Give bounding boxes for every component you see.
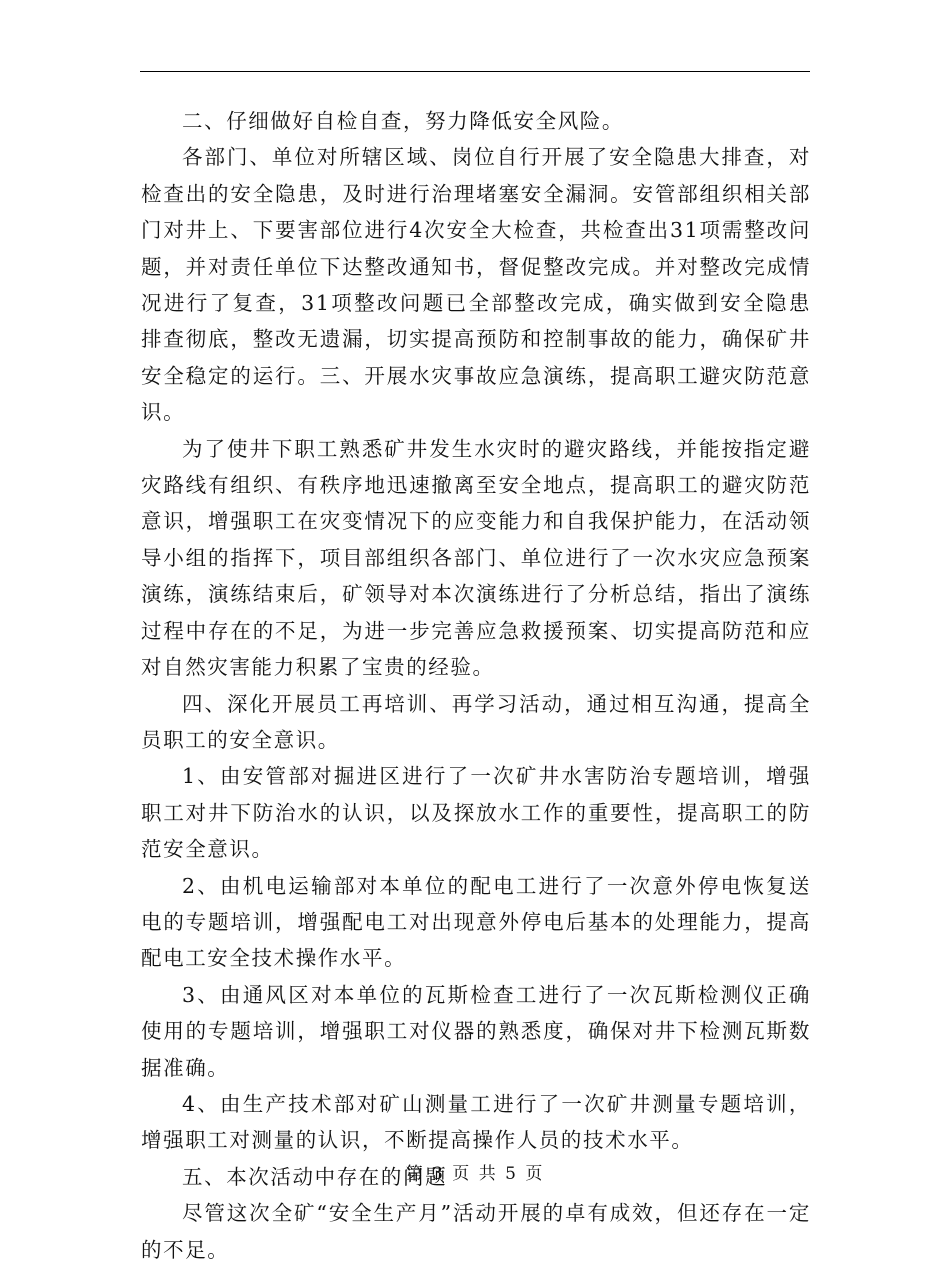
paragraph-flood-drill: 为了使井下职工熟悉矿井发生水灾时的避灾路线，并能按指定避灾路线有组织、有秩序地迅速撤离至安全地点，提高职工的避灾防范意识，增强职工在灾变情况下的应变能力和自我保护能力，在活动领导小组的指挥下，项目部组织各部门、单位进行了一次水灾应急预案演练，演练结束后，矿领导对本次演练进行了分析总结，指出了演练过程中存在的不足，为进一步完善应急救援预案、切实提高防范和应对自然灾害能力积累了宝贵的经验。	[141, 436, 811, 680]
section-heading-4: 四、深化开展员工再培训、再学习活动，通过相互沟通，提高全员职工的安全意识。	[141, 691, 811, 752]
list-item-training-2: 2、由机电运输部对本单位的配电工进行了一次意外停电恢复送电的专题培训，增强配电工对出现意外停电后基本的处理能力，提高配电工安全技术操作水平。	[141, 873, 811, 971]
header-rule	[140, 71, 810, 72]
section-heading-2: 二、仔细做好自检自查，努力降低安全风险。	[182, 109, 624, 133]
list-item-training-1: 1、由安管部对掘进区进行了一次矿井水害防治专题培训，增强职工对井下防治水的认识，以及探放水工作的重要性，提高职工的防范安全意识。	[141, 764, 811, 862]
section-heading-5: 五、本次活动中存在的问题	[182, 1164, 448, 1189]
list-item-training-4: 4、由生产技术部对矿山测量工进行了一次矿井测量专题培训，增强职工对测量的认识，不断提高操作人员的技术水平。	[141, 1091, 811, 1153]
list-item-training-3: 3、由通风区对本单位的瓦斯检查工进行了一次瓦斯检测仪正确使用的专题培训，增强职工对仪器的熟悉度，确保对井下检测瓦斯数据准确。	[141, 982, 811, 1080]
page-number-footer: 第 3 页 共 5 页	[405, 1164, 545, 1184]
paragraph-self-inspection: 各部门、单位对所辖区域、岗位自行开展了安全隐患大排查，对检查出的安全隐患，及时进行治理堵塞安全漏洞。安管部组织相关部门对井上、下要害部位进行4次安全大检查，共检查出31项需整改问题，并对责任单位下达整改通知书，督促整改完成。并对整改完成情况进行了复查，31项整改问题已全部整改完成，确实做到安全隐患排查彻底，整改无遗漏，切实提高预防和控制事故的能力，确保矿井安全稳定的运行。三、开展水灾事故应急演练，提高职工避灾防范意识。	[141, 145, 811, 425]
document-body	[141, 103, 811, 1268]
paragraph-shortcomings: 尽管这次全矿“安全生产月”活动开展的卓有成效，但还存在一定的不足。	[141, 1201, 811, 1262]
